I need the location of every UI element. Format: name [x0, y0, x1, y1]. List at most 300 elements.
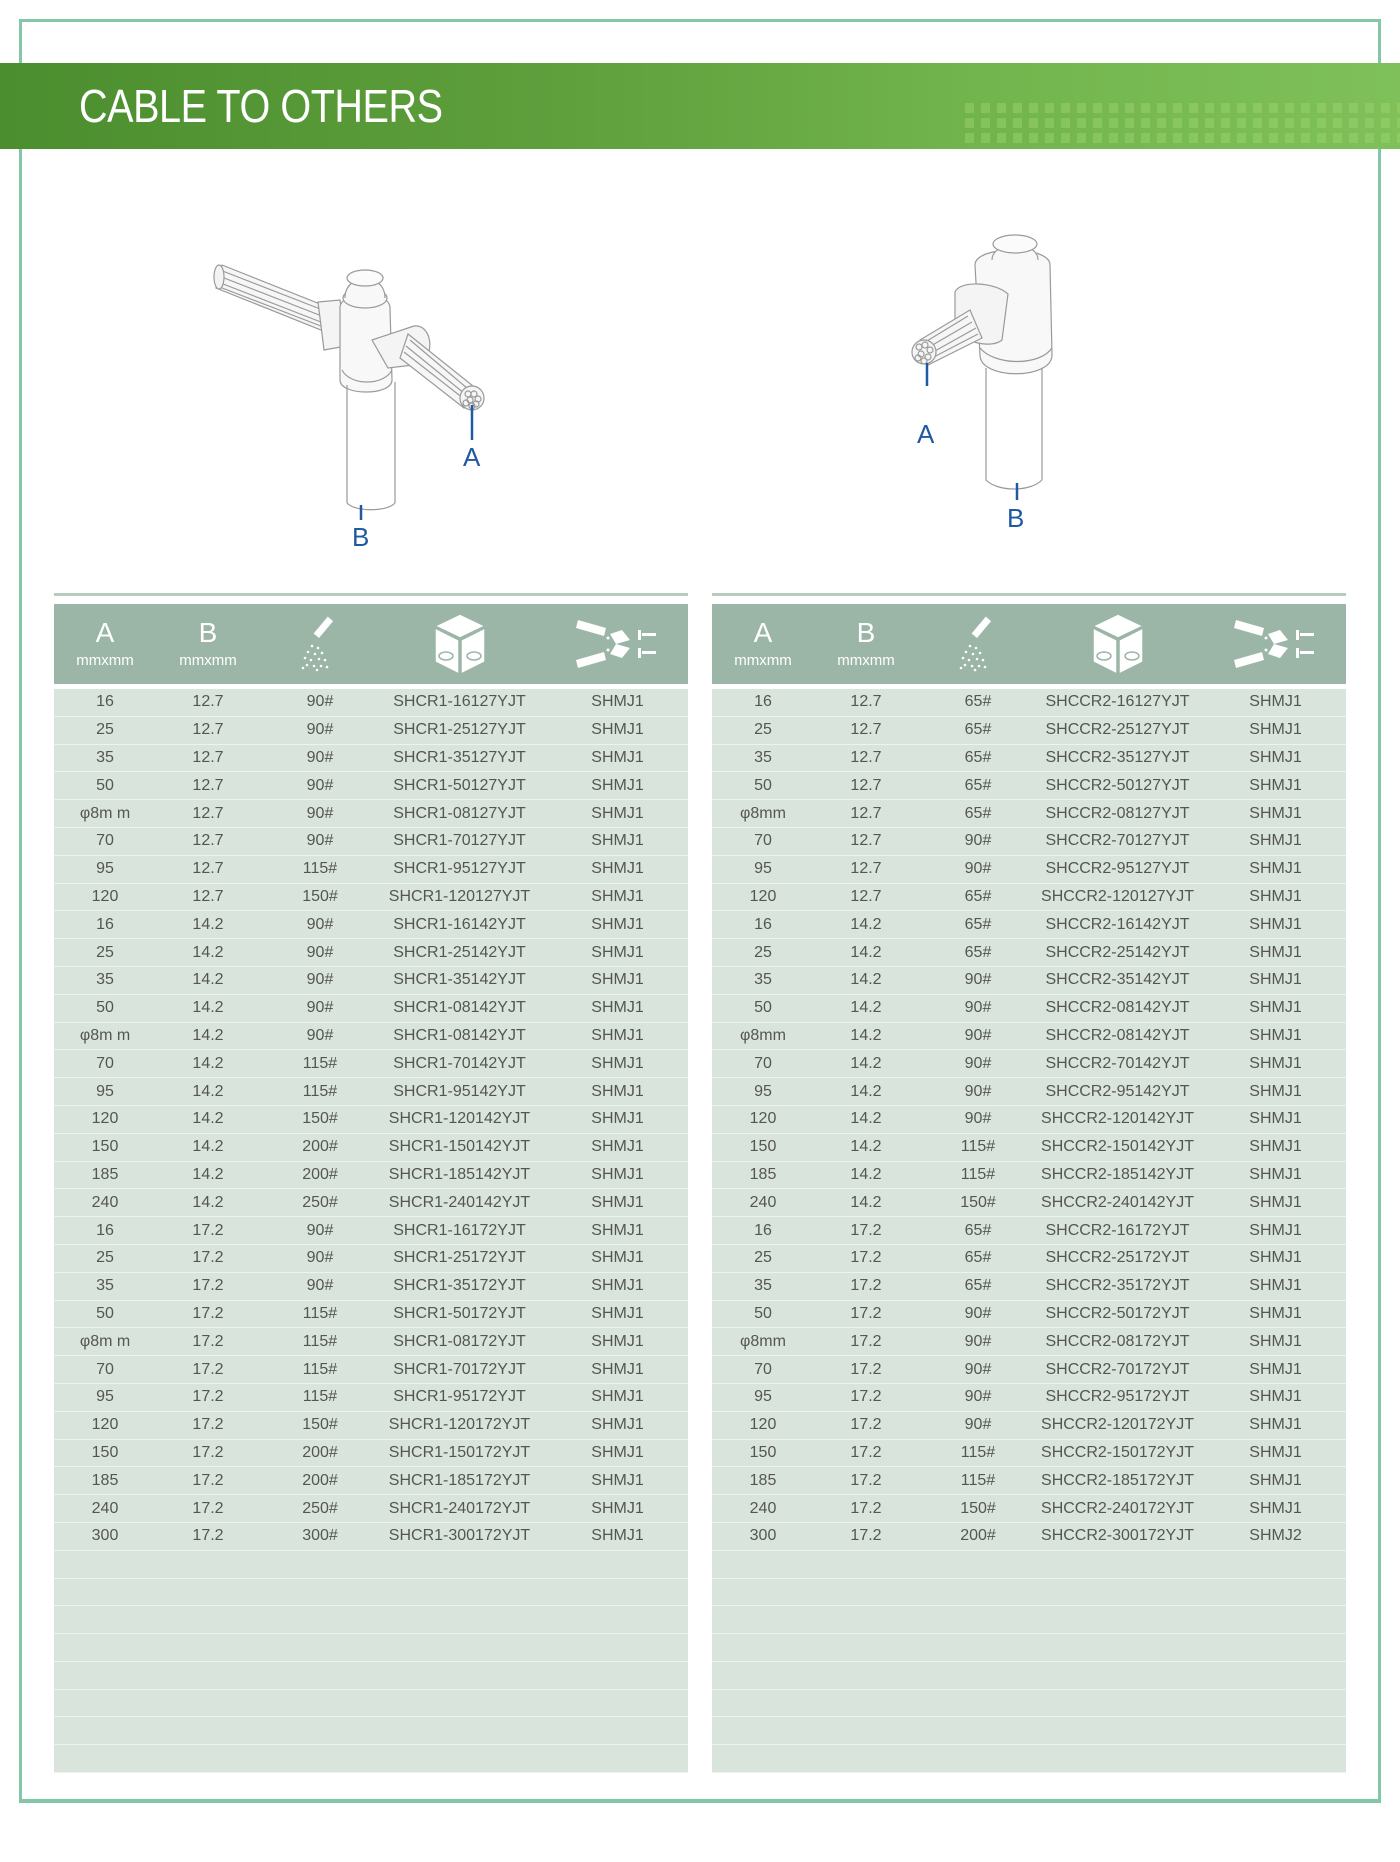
- table-row: [54, 1162, 688, 1190]
- table-row: [712, 1273, 1346, 1301]
- cell-powder: 90#: [964, 1304, 992, 1322]
- cell-b: 12.7: [192, 693, 224, 711]
- cell-mold_clamp: SHMJ1: [1249, 1138, 1302, 1156]
- cell-a: φ8mm: [740, 1332, 786, 1350]
- table-row: [712, 689, 1346, 717]
- cable-right-strands: [400, 334, 484, 410]
- empty-table-row: [712, 1579, 1346, 1607]
- cell-mold_clamp: SHMJ1: [1249, 1443, 1302, 1461]
- cell-mold_number: SHCCR2-300172YJT: [1041, 1527, 1194, 1545]
- header-col-b-unit: mmxmm: [179, 652, 237, 669]
- cell-a: 120: [749, 1416, 777, 1434]
- table-row: [712, 884, 1346, 912]
- mold-clamp-icon: [1205, 604, 1346, 684]
- cell-a: 95: [96, 1388, 114, 1406]
- cell-b: 12.7: [192, 860, 224, 878]
- empty-table-row: [54, 1745, 688, 1773]
- drawing-cable-elbow-connector: [900, 230, 1160, 533]
- cell-powder: 65#: [964, 721, 992, 739]
- cell-powder: 90#: [306, 915, 334, 933]
- cell-b: 14.2: [192, 1193, 224, 1211]
- cell-b: 17.2: [192, 1443, 224, 1461]
- table-row: [712, 1162, 1346, 1190]
- cell-a: 16: [96, 915, 114, 933]
- label-a: A: [917, 419, 935, 449]
- cell-mold_number: SHCCR2-70142YJT: [1045, 1054, 1190, 1072]
- cell-a: 16: [96, 693, 114, 711]
- table-header: [54, 604, 688, 684]
- cell-a: φ8m m: [79, 1332, 131, 1350]
- cell-mold_clamp: SHMJ1: [1249, 1193, 1302, 1211]
- cell-b: 17.2: [850, 1360, 882, 1378]
- table-row: [54, 1467, 688, 1495]
- table-row: [712, 1301, 1346, 1329]
- cell-powder: 115#: [960, 1165, 996, 1183]
- cell-b: 14.2: [192, 1110, 224, 1128]
- cell-mold_number: SHCR1-25172YJT: [393, 1249, 526, 1267]
- empty-table-row: [54, 1690, 688, 1718]
- cell-a: φ8m m: [79, 804, 131, 822]
- cell-a: 25: [96, 943, 114, 961]
- cell-b: 17.2: [850, 1304, 882, 1322]
- cell-a: 50: [96, 1304, 114, 1322]
- cell-powder: 65#: [964, 943, 992, 961]
- cell-mold_clamp: SHMJ1: [591, 1138, 644, 1156]
- banner-dot-pattern: [965, 103, 1400, 147]
- table-row: [712, 745, 1346, 773]
- cell-a: 120: [91, 1110, 119, 1128]
- cell-b: 12.7: [850, 832, 882, 850]
- cell-powder: 65#: [964, 804, 992, 822]
- table-row: [54, 939, 688, 967]
- cell-mold_number: SHCCR2-240172YJT: [1041, 1499, 1194, 1517]
- cell-mold_number: SHCCR2-240142YJT: [1041, 1193, 1194, 1211]
- table-row: [712, 1495, 1346, 1523]
- cell-powder: 200#: [302, 1165, 338, 1183]
- cell-mold_clamp: SHMJ1: [591, 1193, 644, 1211]
- table-row: [54, 1523, 688, 1551]
- cell-mold_clamp: SHMJ1: [1249, 1249, 1302, 1267]
- cable-strands: [912, 310, 982, 365]
- cell-b: 14.2: [192, 1138, 224, 1156]
- cell-powder: 90#: [964, 999, 992, 1017]
- header-col-b: [806, 604, 926, 684]
- cell-b: 17.2: [850, 1527, 882, 1545]
- cell-mold_number: SHCCR2-120127YJT: [1041, 887, 1194, 905]
- cell-a: 70: [96, 1054, 114, 1072]
- cell-mold_number: SHCR1-95172YJT: [393, 1388, 526, 1406]
- table-row: [712, 1440, 1346, 1468]
- table-row: [54, 772, 688, 800]
- cell-powder: 65#: [964, 1249, 992, 1267]
- cell-mold_number: SHCR1-16172YJT: [393, 1221, 526, 1239]
- cell-mold_number: SHCCR2-95142YJT: [1045, 1082, 1190, 1100]
- cell-mold_number: SHCR1-70127YJT: [393, 832, 526, 850]
- cell-powder: 90#: [306, 804, 334, 822]
- cell-mold_number: SHCR1-185172YJT: [388, 1471, 531, 1489]
- cell-mold_clamp: SHMJ1: [591, 748, 644, 766]
- cell-mold_clamp: SHMJ1: [1249, 1332, 1302, 1350]
- cell-powder: 90#: [306, 1277, 334, 1295]
- table-row: [54, 911, 688, 939]
- cell-powder: 115#: [302, 1332, 338, 1350]
- header-col-a-label: A: [753, 617, 773, 648]
- cell-b: 12.7: [850, 721, 882, 739]
- table-row: [712, 995, 1346, 1023]
- cell-powder: 65#: [964, 887, 992, 905]
- empty-table-row: [712, 1745, 1346, 1773]
- table-row: [54, 1495, 688, 1523]
- table-row: [712, 1134, 1346, 1162]
- cell-powder: 150#: [960, 1193, 996, 1211]
- cell-mold_clamp: SHMJ1: [1249, 1499, 1302, 1517]
- cell-a: 300: [749, 1527, 777, 1545]
- table-row: [54, 1301, 688, 1329]
- cell-powder: 65#: [964, 748, 992, 766]
- table-row: [54, 1189, 688, 1217]
- empty-table-row: [54, 1579, 688, 1607]
- cell-mold_number: SHCCR2-16172YJT: [1045, 1221, 1190, 1239]
- cell-mold_clamp: SHMJ1: [591, 1054, 644, 1072]
- cell-powder: 200#: [302, 1443, 338, 1461]
- cell-a: 95: [754, 860, 772, 878]
- cell-mold_number: SHCR1-08142YJT: [393, 999, 526, 1017]
- cell-mold_clamp: SHMJ1: [591, 1527, 644, 1545]
- cell-b: 14.2: [192, 1026, 224, 1044]
- cell-powder: 90#: [964, 1082, 992, 1100]
- cell-a: 35: [754, 1277, 772, 1295]
- cell-mold_number: SHCCR2-120142YJT: [1041, 1110, 1194, 1128]
- table-row: [712, 1523, 1346, 1551]
- cell-powder: 90#: [306, 971, 334, 989]
- table-row: [712, 1050, 1346, 1078]
- cell-mold_clamp: SHMJ1: [1249, 1026, 1302, 1044]
- cell-a: 35: [96, 1277, 114, 1295]
- cell-mold_clamp: SHMJ1: [1249, 832, 1302, 850]
- cell-powder: 115#: [960, 1138, 996, 1156]
- table-row: [712, 856, 1346, 884]
- cell-b: 12.7: [850, 860, 882, 878]
- cell-a: 35: [754, 971, 772, 989]
- cell-a: 70: [754, 1360, 772, 1378]
- cell-a: 300: [91, 1527, 119, 1545]
- cell-mold_clamp: SHMJ1: [591, 1026, 644, 1044]
- cell-mold_clamp: SHMJ1: [591, 1443, 644, 1461]
- cell-b: 17.2: [850, 1443, 882, 1461]
- cell-a: 150: [749, 1138, 777, 1156]
- cell-a: 25: [96, 1249, 114, 1267]
- cell-mold_clamp: SHMJ1: [591, 1165, 644, 1183]
- table-top-rule: [712, 593, 1346, 596]
- empty-table-row: [54, 1634, 688, 1662]
- spec-table-left: [54, 593, 688, 1773]
- cell-powder: 65#: [964, 776, 992, 794]
- cell-mold_clamp: SHMJ1: [1249, 860, 1302, 878]
- cell-mold_number: SHCCR2-120172YJT: [1041, 1416, 1194, 1434]
- cell-mold_number: SHCR1-35142YJT: [393, 971, 526, 989]
- cell-mold_number: SHCR1-70172YJT: [393, 1360, 526, 1378]
- cell-powder: 200#: [302, 1138, 338, 1156]
- header-col-a: [54, 604, 148, 684]
- cell-a: 35: [96, 748, 114, 766]
- cell-b: 14.2: [850, 999, 882, 1017]
- cell-mold_number: SHCCR2-35142YJT: [1045, 971, 1190, 989]
- table-row: [54, 745, 688, 773]
- cell-b: 14.2: [850, 915, 882, 933]
- cell-mold_clamp: SHMJ1: [591, 1110, 644, 1128]
- cell-mold_clamp: SHMJ1: [1249, 1221, 1302, 1239]
- table-row: [54, 1050, 688, 1078]
- cell-b: 12.7: [192, 887, 224, 905]
- cell-mold_number: SHCR1-120172YJT: [388, 1416, 531, 1434]
- cell-powder: 90#: [306, 721, 334, 739]
- cell-mold_clamp: SHMJ1: [1249, 1082, 1302, 1100]
- cell-mold_clamp: SHMJ1: [1249, 1304, 1302, 1322]
- cell-mold_number: SHCCR2-70172YJT: [1045, 1360, 1190, 1378]
- table-row: [712, 1245, 1346, 1273]
- table-row: [54, 995, 688, 1023]
- label-b: B: [1007, 503, 1025, 533]
- cell-mold_number: SHCR1-16127YJT: [393, 693, 526, 711]
- header-col-a-unit: mmxmm: [734, 652, 792, 669]
- cell-mold_clamp: SHMJ1: [591, 1277, 644, 1295]
- cell-mold_clamp: SHMJ1: [1249, 1110, 1302, 1128]
- cell-b: 17.2: [192, 1360, 224, 1378]
- cell-mold_clamp: SHMJ1: [591, 1082, 644, 1100]
- cell-mold_number: SHCR1-95142YJT: [393, 1082, 526, 1100]
- empty-table-row: [712, 1606, 1346, 1634]
- cell-a: 70: [754, 1054, 772, 1072]
- cell-mold_clamp: SHMJ1: [591, 1249, 644, 1267]
- title-banner: [0, 63, 1400, 149]
- cell-b: 17.2: [192, 1416, 224, 1434]
- cell-powder: 150#: [960, 1499, 996, 1517]
- cell-b: 17.2: [192, 1249, 224, 1267]
- cell-a: 95: [96, 1082, 114, 1100]
- cell-powder: 200#: [960, 1527, 996, 1545]
- cell-powder: 90#: [306, 999, 334, 1017]
- cell-mold_number: SHCCR2-08127YJT: [1045, 804, 1190, 822]
- cell-b: 17.2: [192, 1471, 224, 1489]
- cell-mold_number: SHCCR2-95127YJT: [1045, 860, 1190, 878]
- cell-mold_clamp: SHMJ1: [1249, 1277, 1302, 1295]
- cell-mold_number: SHCCR2-35172YJT: [1045, 1277, 1190, 1295]
- table-top-rule: [54, 593, 688, 596]
- mold-icon: [1030, 604, 1205, 684]
- cell-powder: 150#: [302, 1110, 338, 1128]
- cell-powder: 90#: [964, 1388, 992, 1406]
- table-row: [54, 689, 688, 717]
- cell-mold_clamp: SHMJ1: [1249, 1360, 1302, 1378]
- table-row: [712, 1356, 1346, 1384]
- cell-b: 14.2: [192, 999, 224, 1017]
- table-row: [712, 939, 1346, 967]
- cell-a: 150: [91, 1138, 119, 1156]
- cell-mold_number: SHCR1-35172YJT: [393, 1277, 526, 1295]
- table-row: [712, 911, 1346, 939]
- welding-powder-icon: [926, 604, 1030, 684]
- cell-mold_clamp: SHMJ1: [591, 1360, 644, 1378]
- label-a: A: [463, 442, 481, 472]
- cell-mold_clamp: SHMJ1: [591, 721, 644, 739]
- table-row: [54, 800, 688, 828]
- cell-a: 25: [754, 721, 772, 739]
- cell-powder: 200#: [302, 1471, 338, 1489]
- cell-mold_number: SHCCR2-08142YJT: [1045, 1026, 1190, 1044]
- cell-b: 14.2: [850, 1193, 882, 1211]
- cell-b: 17.2: [192, 1304, 224, 1322]
- cell-powder: 250#: [302, 1499, 338, 1517]
- cell-a: 95: [96, 860, 114, 878]
- cell-mold_number: SHCCR2-70127YJT: [1045, 832, 1190, 850]
- empty-table-row: [54, 1551, 688, 1579]
- cell-mold_number: SHCCR2-08172YJT: [1045, 1332, 1190, 1350]
- cell-mold_clamp: SHMJ1: [591, 1416, 644, 1434]
- cell-b: 14.2: [850, 1165, 882, 1183]
- cell-a: 50: [754, 999, 772, 1017]
- cell-powder: 90#: [964, 860, 992, 878]
- cell-mold_number: SHCCR2-50172YJT: [1045, 1304, 1190, 1322]
- cell-b: 17.2: [192, 1332, 224, 1350]
- empty-table-row: [712, 1717, 1346, 1745]
- cell-b: 12.7: [850, 804, 882, 822]
- welding-powder-icon: [268, 604, 372, 684]
- cell-mold_clamp: SHMJ1: [591, 1332, 644, 1350]
- cell-powder: 90#: [306, 1249, 334, 1267]
- cell-mold_clamp: SHMJ1: [1249, 1054, 1302, 1072]
- header-col-a-unit: mmxmm: [76, 652, 134, 669]
- cell-a: 185: [91, 1165, 119, 1183]
- cell-a: 240: [749, 1499, 777, 1517]
- cell-mold_number: SHCR1-240142YJT: [388, 1193, 531, 1211]
- header-col-b-label: B: [856, 617, 876, 648]
- cell-mold_clamp: SHMJ1: [591, 776, 644, 794]
- cell-mold_number: SHCR1-08127YJT: [393, 804, 526, 822]
- empty-table-row: [712, 1551, 1346, 1579]
- empty-table-row: [54, 1606, 688, 1634]
- cell-a: 25: [96, 721, 114, 739]
- cell-b: 12.7: [192, 721, 224, 739]
- cell-powder: 90#: [964, 1026, 992, 1044]
- cell-powder: 115#: [302, 860, 338, 878]
- cell-mold_number: SHCR1-150142YJT: [388, 1138, 531, 1156]
- cell-mold_number: SHCCR2-50127YJT: [1045, 776, 1190, 794]
- cell-b: 14.2: [192, 915, 224, 933]
- cell-a: 120: [91, 887, 119, 905]
- cell-b: 17.2: [850, 1388, 882, 1406]
- cell-mold_clamp: SHMJ1: [591, 943, 644, 961]
- cell-mold_clamp: SHMJ1: [1249, 1471, 1302, 1489]
- cell-mold_number: SHCR1-50172YJT: [393, 1304, 526, 1322]
- cell-powder: 150#: [302, 1416, 338, 1434]
- table-row: [712, 1023, 1346, 1051]
- cell-a: 35: [754, 748, 772, 766]
- cell-mold_number: SHCR1-08172YJT: [393, 1332, 526, 1350]
- cell-b: 14.2: [850, 1138, 882, 1156]
- cell-mold_number: SHCCR2-150142YJT: [1041, 1138, 1194, 1156]
- cell-powder: 90#: [964, 1110, 992, 1128]
- table-row: [712, 1106, 1346, 1134]
- table-row: [54, 1106, 688, 1134]
- cell-a: 185: [749, 1471, 777, 1489]
- empty-table-row: [54, 1662, 688, 1690]
- cell-mold_clamp: SHMJ1: [1249, 1388, 1302, 1406]
- table-row: [712, 1467, 1346, 1495]
- table-row: [54, 1328, 688, 1356]
- table-row: [54, 1440, 688, 1468]
- cell-a: 50: [96, 999, 114, 1017]
- cell-mold_number: SHCR1-185142YJT: [388, 1165, 531, 1183]
- table-row: [54, 1134, 688, 1162]
- cell-mold_clamp: SHMJ1: [1249, 971, 1302, 989]
- cell-mold_clamp: SHMJ1: [1249, 693, 1302, 711]
- cell-a: 120: [749, 887, 777, 905]
- spec-table-right: [712, 593, 1346, 1773]
- cell-a: 240: [749, 1193, 777, 1211]
- cell-powder: 115#: [960, 1443, 996, 1461]
- cell-mold_clamp: SHMJ1: [591, 860, 644, 878]
- table-row: [712, 800, 1346, 828]
- cell-b: 17.2: [192, 1499, 224, 1517]
- cell-a: 240: [91, 1499, 119, 1517]
- cell-powder: 90#: [964, 1332, 992, 1350]
- cell-mold_number: SHCR1-25142YJT: [393, 943, 526, 961]
- cell-b: 14.2: [850, 1026, 882, 1044]
- cell-powder: 115#: [960, 1471, 996, 1489]
- cell-a: 185: [749, 1165, 777, 1183]
- empty-table-row: [712, 1690, 1346, 1718]
- cell-mold_clamp: SHMJ1: [591, 999, 644, 1017]
- cell-powder: 65#: [964, 915, 992, 933]
- cell-a: 150: [91, 1443, 119, 1461]
- cell-mold_number: SHCCR2-16127YJT: [1045, 693, 1190, 711]
- cell-powder: 90#: [306, 943, 334, 961]
- cell-a: 70: [96, 832, 114, 850]
- table-row: [54, 828, 688, 856]
- cell-b: 14.2: [850, 1082, 882, 1100]
- cell-mold_number: SHCCR2-95172YJT: [1045, 1388, 1190, 1406]
- cell-b: 17.2: [850, 1249, 882, 1267]
- cell-mold_number: SHCCR2-35127YJT: [1045, 748, 1190, 766]
- cell-b: 17.2: [192, 1388, 224, 1406]
- cell-b: 14.2: [192, 943, 224, 961]
- table-row: [712, 1384, 1346, 1412]
- cell-b: 14.2: [192, 1165, 224, 1183]
- cell-powder: 90#: [306, 1026, 334, 1044]
- cell-mold_clamp: SHMJ1: [1249, 804, 1302, 822]
- cell-mold_number: SHCR1-70142YJT: [393, 1054, 526, 1072]
- cell-a: 70: [96, 1360, 114, 1378]
- cell-b: 17.2: [850, 1332, 882, 1350]
- cell-mold_clamp: SHMJ1: [591, 915, 644, 933]
- cell-powder: 90#: [306, 748, 334, 766]
- cell-a: 185: [91, 1471, 119, 1489]
- cell-a: 16: [754, 1221, 772, 1239]
- table-row: [712, 1412, 1346, 1440]
- cell-mold_clamp: SHMJ1: [591, 1388, 644, 1406]
- cell-powder: 115#: [302, 1082, 338, 1100]
- cell-mold_clamp: SHMJ1: [1249, 776, 1302, 794]
- cell-b: 14.2: [850, 943, 882, 961]
- cell-mold_clamp: SHMJ1: [1249, 943, 1302, 961]
- cell-powder: 90#: [964, 1360, 992, 1378]
- cell-powder: 115#: [302, 1360, 338, 1378]
- table-row: [54, 1078, 688, 1106]
- cell-powder: 115#: [302, 1388, 338, 1406]
- cell-powder: 90#: [306, 832, 334, 850]
- cell-powder: 90#: [964, 1416, 992, 1434]
- cell-mold_number: SHCCR2-08142YJT: [1045, 999, 1190, 1017]
